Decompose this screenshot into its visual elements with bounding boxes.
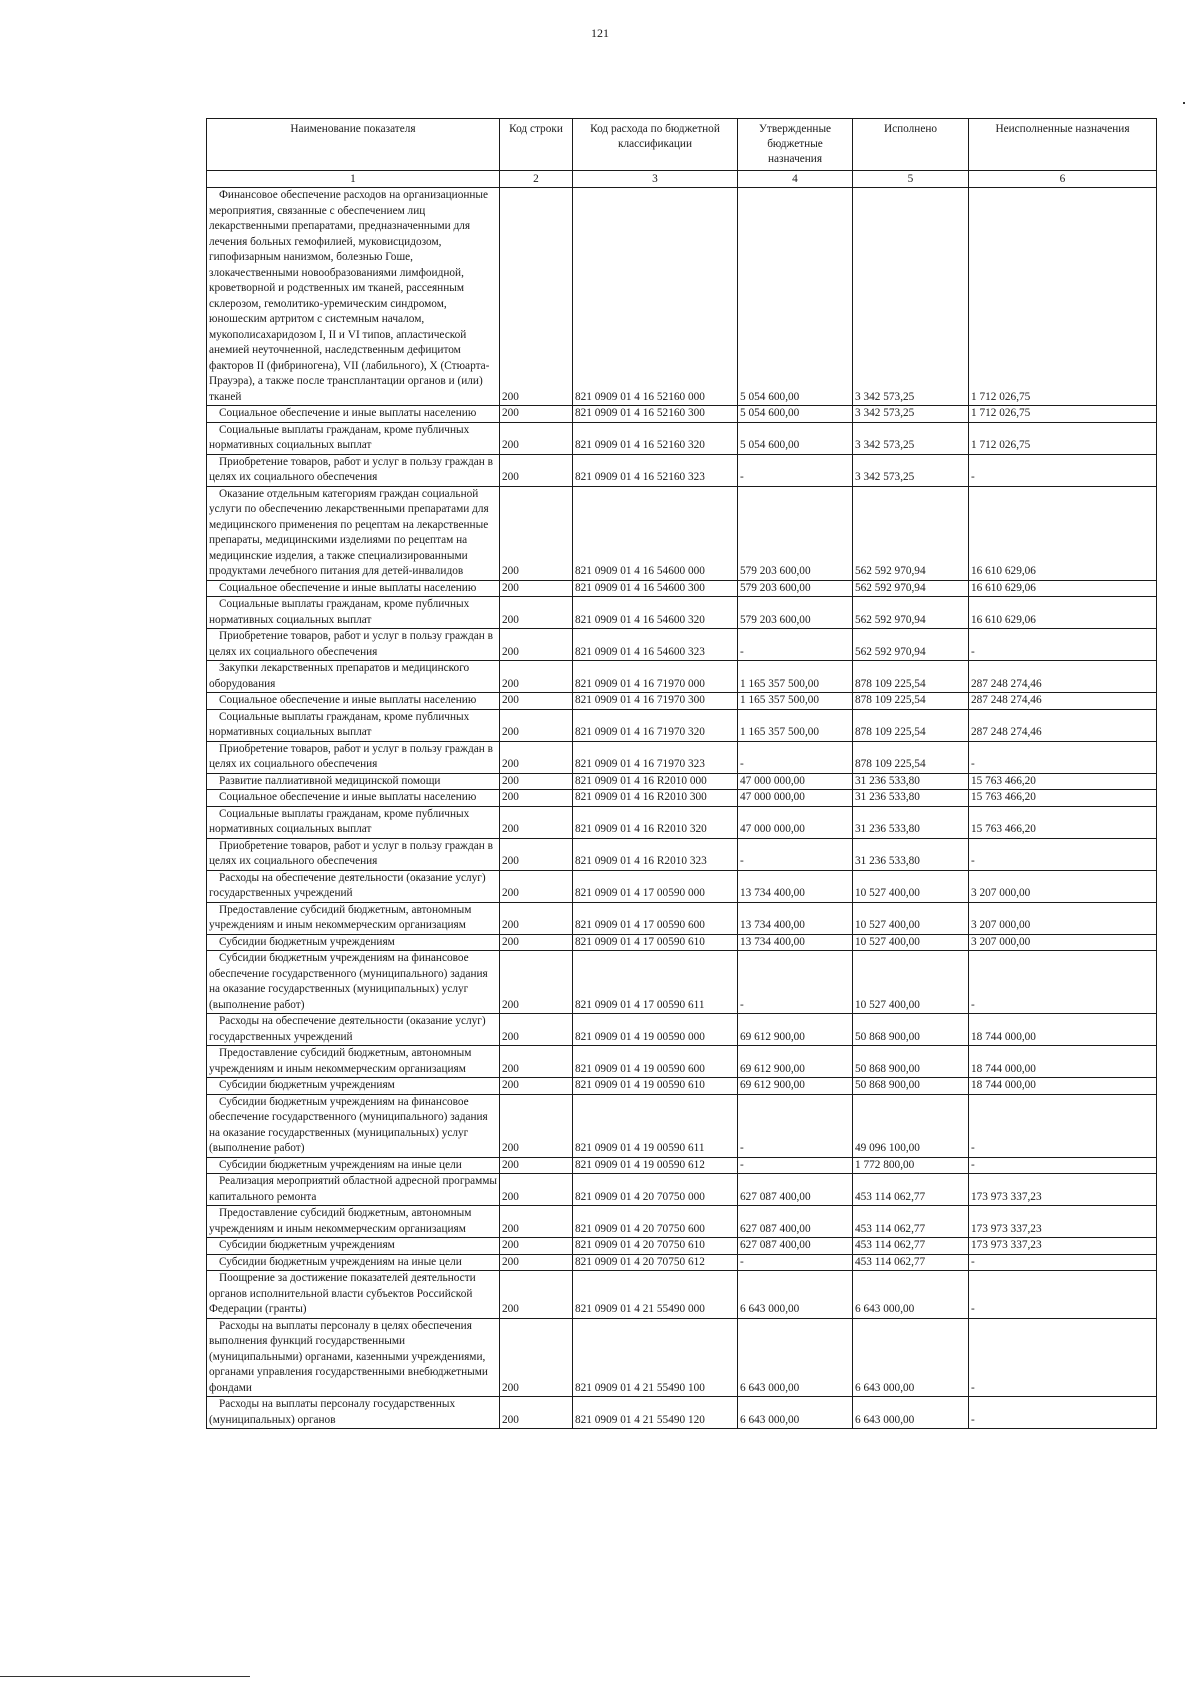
- row-indicator-name-text: Социальное обеспечение и иные выплаты населению: [219, 407, 477, 419]
- row-indicator-name-text: Расходы на обеспечение деятельности (оказание услуг) государственных учреждений: [209, 1015, 486, 1043]
- row-approved-amount: 69 612 900,00: [738, 1014, 853, 1046]
- table-row: [207, 1397, 1157, 1429]
- row-indicator-name: [207, 709, 500, 741]
- row-indicator-name-text: Субсидии бюджетным учреждениям: [219, 1239, 395, 1251]
- row-indicator-name-text: Приобретение товаров, работ и услуг в пользу граждан в целях их социального обеспечения: [209, 742, 493, 770]
- row-executed-amount: 6 643 000,00: [853, 1271, 969, 1319]
- row-executed-amount: 10 527 400,00: [853, 902, 969, 934]
- row-executed-amount: 10 527 400,00: [853, 934, 969, 951]
- row-indicator-name: [207, 1254, 500, 1271]
- row-approved-amount: -: [738, 1254, 853, 1271]
- row-unexecuted-amount: 16 610 629,06: [969, 580, 1157, 597]
- row-budget-classification-code: 821 0909 01 4 19 00590 610: [573, 1078, 738, 1095]
- row-line-code: 200: [500, 838, 573, 870]
- row-executed-amount: 50 868 900,00: [853, 1078, 969, 1095]
- row-line-code: 200: [500, 709, 573, 741]
- row-indicator-name: [207, 1271, 500, 1319]
- row-executed-amount: 3 342 573,25: [853, 406, 969, 423]
- table-row: [207, 486, 1157, 580]
- row-executed-amount: 49 096 100,00: [853, 1094, 969, 1157]
- row-budget-classification-code: 821 0909 01 4 21 55490 120: [573, 1397, 738, 1429]
- row-line-code: 200: [500, 188, 573, 406]
- row-line-code: 200: [500, 1094, 573, 1157]
- budget-execution-table-wrapper: [206, 118, 1156, 1429]
- row-executed-amount: 453 114 062,77: [853, 1254, 969, 1271]
- row-executed-amount: 453 114 062,77: [853, 1174, 969, 1206]
- row-approved-amount: 627 087 400,00: [738, 1238, 853, 1255]
- row-unexecuted-amount: 173 973 337,23: [969, 1174, 1157, 1206]
- row-executed-amount: 878 109 225,54: [853, 709, 969, 741]
- row-unexecuted-amount: 18 744 000,00: [969, 1078, 1157, 1095]
- header-executed: Исполнено: [853, 119, 969, 171]
- row-line-code: 200: [500, 693, 573, 710]
- row-unexecuted-amount: 3 207 000,00: [969, 902, 1157, 934]
- row-line-code: 200: [500, 902, 573, 934]
- row-indicator-name-text: Расходы на выплаты персоналу государственных (муниципальных) органов: [209, 1398, 456, 1426]
- table-row: [207, 422, 1157, 454]
- row-line-code: 200: [500, 806, 573, 838]
- row-indicator-name: [207, 406, 500, 423]
- row-unexecuted-amount: 16 610 629,06: [969, 486, 1157, 580]
- row-unexecuted-amount: 173 973 337,23: [969, 1206, 1157, 1238]
- row-unexecuted-amount: 15 763 466,20: [969, 790, 1157, 807]
- row-indicator-name: [207, 838, 500, 870]
- row-indicator-name-text: Оказание отдельным категориям граждан социальной услуги по обеспечению лекарственными препаратами для медицинского применения по рецептам на лекарственные препараты, медицинскими изделиями по рецептам на медицинские изделия, а также специализированными продуктами лечебного питания для детей-инвалидов: [209, 487, 489, 577]
- column-number-row: [207, 171, 1157, 188]
- table-row: [207, 870, 1157, 902]
- row-budget-classification-code: 821 0909 01 4 16 54600 323: [573, 629, 738, 661]
- row-approved-amount: 5 054 600,00: [738, 406, 853, 423]
- row-line-code: 200: [500, 406, 573, 423]
- row-unexecuted-amount: 18 744 000,00: [969, 1014, 1157, 1046]
- row-line-code: 200: [500, 1174, 573, 1206]
- row-budget-classification-code: 821 0909 01 4 19 00590 611: [573, 1094, 738, 1157]
- row-line-code: 200: [500, 1046, 573, 1078]
- row-executed-amount: 31 236 533,80: [853, 790, 969, 807]
- row-unexecuted-amount: 18 744 000,00: [969, 1046, 1157, 1078]
- row-executed-amount: 453 114 062,77: [853, 1206, 969, 1238]
- row-approved-amount: 13 734 400,00: [738, 902, 853, 934]
- row-indicator-name-text: Субсидии бюджетным учреждениям на иные цели: [219, 1158, 462, 1171]
- row-indicator-name-text: Предоставление субсидий бюджетным, автономным учреждениям и иным некоммерческим организациям: [209, 1207, 472, 1235]
- row-indicator-name-text: Социальные выплаты гражданам, кроме публичных нормативных социальных выплат: [209, 598, 470, 626]
- row-unexecuted-amount: 1 712 026,75: [969, 422, 1157, 454]
- row-budget-classification-code: 821 0909 01 4 19 00590 600: [573, 1046, 738, 1078]
- row-budget-classification-code: 821 0909 01 4 16 52160 323: [573, 454, 738, 486]
- budget-execution-table: [206, 118, 1157, 1429]
- row-executed-amount: 878 109 225,54: [853, 661, 969, 693]
- table-row: [207, 580, 1157, 597]
- scan-edge-line: [0, 1676, 250, 1677]
- row-executed-amount: 3 342 573,25: [853, 454, 969, 486]
- row-executed-amount: 878 109 225,54: [853, 741, 969, 773]
- row-indicator-name: [207, 1174, 500, 1206]
- row-budget-classification-code: 821 0909 01 4 16 R2010 323: [573, 838, 738, 870]
- row-indicator-name: [207, 693, 500, 710]
- row-line-code: 200: [500, 741, 573, 773]
- row-indicator-name-text: Приобретение товаров, работ и услуг в пользу граждан в целях их социального обеспечения: [209, 455, 493, 483]
- row-executed-amount: 1 772 800,00: [853, 1157, 969, 1174]
- row-unexecuted-amount: -: [969, 1157, 1157, 1174]
- row-indicator-name: [207, 1157, 500, 1174]
- row-executed-amount: 3 342 573,25: [853, 422, 969, 454]
- row-unexecuted-amount: 173 973 337,23: [969, 1238, 1157, 1255]
- header-unexecuted-appropriations: Неисполненные назначения: [969, 119, 1157, 171]
- row-approved-amount: 13 734 400,00: [738, 934, 853, 951]
- row-approved-amount: -: [738, 1094, 853, 1157]
- row-budget-classification-code: 821 0909 01 4 20 70750 610: [573, 1238, 738, 1255]
- row-unexecuted-amount: -: [969, 951, 1157, 1014]
- row-line-code: 200: [500, 661, 573, 693]
- row-indicator-name: [207, 661, 500, 693]
- row-indicator-name: [207, 1397, 500, 1429]
- row-budget-classification-code: 821 0909 01 4 17 00590 000: [573, 870, 738, 902]
- table-row: [207, 1238, 1157, 1255]
- row-indicator-name-text: Субсидии бюджетным учреждениям на иные цели: [219, 1255, 462, 1268]
- row-approved-amount: 1 165 357 500,00: [738, 709, 853, 741]
- row-budget-classification-code: 821 0909 01 4 16 71970 000: [573, 661, 738, 693]
- table-row: [207, 806, 1157, 838]
- row-indicator-name-text: Реализация мероприятий областной адресной программы капитального ремонта: [209, 1175, 498, 1203]
- row-executed-amount: 10 527 400,00: [853, 870, 969, 902]
- header-indicator-name: Наименование показателя: [207, 119, 500, 171]
- row-executed-amount: 31 236 533,80: [853, 806, 969, 838]
- row-indicator-name: [207, 580, 500, 597]
- table-row: [207, 1157, 1157, 1174]
- row-executed-amount: 6 643 000,00: [853, 1318, 969, 1397]
- row-executed-amount: 562 592 970,94: [853, 580, 969, 597]
- row-approved-amount: 579 203 600,00: [738, 597, 853, 629]
- row-approved-amount: -: [738, 454, 853, 486]
- row-unexecuted-amount: 3 207 000,00: [969, 934, 1157, 951]
- row-approved-amount: 47 000 000,00: [738, 790, 853, 807]
- table-row: [207, 1014, 1157, 1046]
- row-indicator-name: [207, 902, 500, 934]
- row-line-code: 200: [500, 1318, 573, 1397]
- column-number: 2: [500, 171, 573, 188]
- row-unexecuted-amount: -: [969, 1397, 1157, 1429]
- column-number: 3: [573, 171, 738, 188]
- row-approved-amount: 47 000 000,00: [738, 806, 853, 838]
- row-unexecuted-amount: 1 712 026,75: [969, 188, 1157, 406]
- row-indicator-name-text: Социальное обеспечение и иные выплаты населению: [219, 791, 477, 803]
- row-approved-amount: 69 612 900,00: [738, 1046, 853, 1078]
- row-indicator-name-text: Социальные выплаты гражданам, кроме публичных нормативных социальных выплат: [209, 807, 470, 835]
- row-budget-classification-code: 821 0909 01 4 16 71970 323: [573, 741, 738, 773]
- table-row: [207, 597, 1157, 629]
- row-unexecuted-amount: 287 248 274,46: [969, 693, 1157, 710]
- row-indicator-name-text: Финансовое обеспечение расходов на организационные мероприятия, связанные с обеспечением лиц лекарственными препаратами, предназначенными для лечения больных гемофилией, муковисцидозом, гипофизарным нанизмом, болезнью Гоше, злокачественными новообразованиями лимфоидной, кроветворной и родственных им тканей, рассеянным склерозом, гемолитико-уремическим синдромом, юношеским артритом с системным началом, мукополисахаридозом I, II и VI типов, апластической анемией неуточненной, наследственным дефицитом факторов II (фибриногена), VII (лабильного), X (Стюарта-Прауэра), а также после трансплантации органов и (или) тканей: [209, 189, 490, 403]
- row-indicator-name: [207, 1046, 500, 1078]
- scan-mark: [1183, 102, 1185, 104]
- row-approved-amount: 1 165 357 500,00: [738, 693, 853, 710]
- table-row: [207, 406, 1157, 423]
- table-row: [207, 1254, 1157, 1271]
- row-executed-amount: 50 868 900,00: [853, 1046, 969, 1078]
- row-indicator-name-text: Социальное обеспечение и иные выплаты населению: [219, 694, 477, 706]
- column-number: 1: [207, 171, 500, 188]
- row-unexecuted-amount: -: [969, 454, 1157, 486]
- row-indicator-name-text: Социальные выплаты гражданам, кроме публичных нормативных социальных выплат: [209, 423, 470, 451]
- row-indicator-name-text: Субсидии бюджетным учреждениям на финансовое обеспечение государственного (муниципального) задания на оказание государственных (муниципальных) услуг (выполнение работ): [209, 952, 488, 1011]
- row-indicator-name: [207, 1094, 500, 1157]
- row-indicator-name: [207, 741, 500, 773]
- row-executed-amount: 878 109 225,54: [853, 693, 969, 710]
- row-executed-amount: 562 592 970,94: [853, 629, 969, 661]
- row-approved-amount: -: [738, 838, 853, 870]
- row-budget-classification-code: 821 0909 01 4 21 55490 100: [573, 1318, 738, 1397]
- table-row: [207, 838, 1157, 870]
- row-unexecuted-amount: -: [969, 838, 1157, 870]
- row-budget-classification-code: 821 0909 01 4 16 R2010 320: [573, 806, 738, 838]
- row-indicator-name-text: Предоставление субсидий бюджетным, автономным учреждениям и иным некоммерческим организациям: [209, 903, 472, 931]
- table-row: [207, 951, 1157, 1014]
- row-budget-classification-code: 821 0909 01 4 21 55490 000: [573, 1271, 738, 1319]
- table-row: [207, 454, 1157, 486]
- table-row: [207, 1094, 1157, 1157]
- row-budget-classification-code: 821 0909 01 4 16 54600 000: [573, 486, 738, 580]
- table-row: [207, 1046, 1157, 1078]
- row-indicator-name: [207, 1318, 500, 1397]
- row-indicator-name: [207, 1238, 500, 1255]
- column-number: 4: [738, 171, 853, 188]
- row-indicator-name-text: Развитие паллиативной медицинской помощи: [219, 774, 441, 787]
- row-executed-amount: 562 592 970,94: [853, 486, 969, 580]
- row-indicator-name: [207, 1206, 500, 1238]
- row-indicator-name-text: Социальное обеспечение и иные выплаты населению: [219, 581, 477, 594]
- row-indicator-name: [207, 188, 500, 406]
- row-approved-amount: 6 643 000,00: [738, 1397, 853, 1429]
- row-unexecuted-amount: 3 207 000,00: [969, 870, 1157, 902]
- table-row: [207, 934, 1157, 951]
- page-number: 121: [591, 26, 609, 40]
- row-approved-amount: -: [738, 629, 853, 661]
- row-unexecuted-amount: -: [969, 629, 1157, 661]
- row-budget-classification-code: 821 0909 01 4 16 52160 000: [573, 188, 738, 406]
- row-indicator-name: [207, 773, 500, 790]
- row-unexecuted-amount: -: [969, 1271, 1157, 1319]
- row-executed-amount: 10 527 400,00: [853, 951, 969, 1014]
- row-unexecuted-amount: 16 610 629,06: [969, 597, 1157, 629]
- column-number: 6: [969, 171, 1157, 188]
- row-indicator-name-text: Субсидии бюджетным учреждениям: [219, 1079, 395, 1091]
- row-indicator-name-text: Субсидии бюджетным учреждениям: [219, 935, 395, 948]
- row-line-code: 200: [500, 629, 573, 661]
- row-approved-amount: 47 000 000,00: [738, 773, 853, 790]
- row-budget-classification-code: 821 0909 01 4 16 R2010 000: [573, 773, 738, 790]
- row-line-code: 200: [500, 1271, 573, 1319]
- row-indicator-name: [207, 870, 500, 902]
- table-row: [207, 1271, 1157, 1319]
- row-approved-amount: 1 165 357 500,00: [738, 661, 853, 693]
- row-budget-classification-code: 821 0909 01 4 19 00590 000: [573, 1014, 738, 1046]
- table-header: [207, 119, 1157, 188]
- table-row: [207, 661, 1157, 693]
- row-budget-classification-code: 821 0909 01 4 16 71970 320: [573, 709, 738, 741]
- row-approved-amount: 5 054 600,00: [738, 422, 853, 454]
- row-indicator-name: [207, 951, 500, 1014]
- row-line-code: 200: [500, 1014, 573, 1046]
- row-budget-classification-code: 821 0909 01 4 16 52160 320: [573, 422, 738, 454]
- row-budget-classification-code: 821 0909 01 4 20 70750 000: [573, 1174, 738, 1206]
- row-budget-classification-code: 821 0909 01 4 16 71970 300: [573, 693, 738, 710]
- row-line-code: 200: [500, 1254, 573, 1271]
- row-indicator-name: [207, 454, 500, 486]
- row-approved-amount: 69 612 900,00: [738, 1078, 853, 1095]
- row-indicator-name: [207, 806, 500, 838]
- table-row: [207, 741, 1157, 773]
- row-unexecuted-amount: 1 712 026,75: [969, 406, 1157, 423]
- row-indicator-name-text: Поощрение за достижение показателей деятельности органов исполнительной власти субъектов Российской Федерации (гранты): [209, 1272, 476, 1315]
- row-indicator-name-text: Закупки лекарственных препаратов и медицинского оборудования: [209, 662, 470, 690]
- row-indicator-name-text: Расходы на выплаты персоналу в целях обеспечения выполнения функций государственными (муниципальными) органами, казенными учреждениями, органами управления государственными внебюджетными фондами: [209, 1319, 488, 1394]
- row-unexecuted-amount: 287 248 274,46: [969, 661, 1157, 693]
- table-row: [207, 1174, 1157, 1206]
- row-approved-amount: 5 054 600,00: [738, 188, 853, 406]
- row-line-code: 200: [500, 422, 573, 454]
- row-approved-amount: -: [738, 1157, 853, 1174]
- header-line-code: Код строки: [500, 119, 573, 171]
- row-indicator-name: [207, 1014, 500, 1046]
- row-budget-classification-code: 821 0909 01 4 20 70750 612: [573, 1254, 738, 1271]
- row-line-code: 200: [500, 870, 573, 902]
- row-indicator-name: [207, 486, 500, 580]
- row-indicator-name-text: Приобретение товаров, работ и услуг в пользу граждан в целях их социального обеспечения: [209, 839, 493, 867]
- row-budget-classification-code: 821 0909 01 4 17 00590 611: [573, 951, 738, 1014]
- row-indicator-name: [207, 790, 500, 807]
- row-line-code: 200: [500, 934, 573, 951]
- row-indicator-name: [207, 629, 500, 661]
- row-unexecuted-amount: 15 763 466,20: [969, 773, 1157, 790]
- table-row: [207, 773, 1157, 790]
- row-budget-classification-code: 821 0909 01 4 17 00590 610: [573, 934, 738, 951]
- row-line-code: 200: [500, 580, 573, 597]
- row-indicator-name: [207, 422, 500, 454]
- row-line-code: 200: [500, 454, 573, 486]
- row-unexecuted-amount: -: [969, 741, 1157, 773]
- row-line-code: 200: [500, 1238, 573, 1255]
- table-row: [207, 790, 1157, 807]
- row-line-code: 200: [500, 1157, 573, 1174]
- row-approved-amount: 627 087 400,00: [738, 1206, 853, 1238]
- row-indicator-name-text: Расходы на обеспечение деятельности (оказание услуг) государственных учреждений: [209, 871, 486, 899]
- row-unexecuted-amount: 15 763 466,20: [969, 806, 1157, 838]
- header-budget-classification-code: Код расхода по бюджетной классификации: [573, 119, 738, 171]
- header-row: [207, 119, 1157, 171]
- row-indicator-name: [207, 934, 500, 951]
- row-approved-amount: 6 643 000,00: [738, 1318, 853, 1397]
- row-executed-amount: 50 868 900,00: [853, 1014, 969, 1046]
- row-unexecuted-amount: 287 248 274,46: [969, 709, 1157, 741]
- row-approved-amount: -: [738, 741, 853, 773]
- row-line-code: 200: [500, 1078, 573, 1095]
- table-row: [207, 1318, 1157, 1397]
- row-line-code: 200: [500, 597, 573, 629]
- row-budget-classification-code: 821 0909 01 4 19 00590 612: [573, 1157, 738, 1174]
- row-unexecuted-amount: -: [969, 1318, 1157, 1397]
- row-budget-classification-code: 821 0909 01 4 17 00590 600: [573, 902, 738, 934]
- row-approved-amount: 579 203 600,00: [738, 486, 853, 580]
- row-line-code: 200: [500, 951, 573, 1014]
- row-line-code: 200: [500, 486, 573, 580]
- row-indicator-name-text: Социальные выплаты гражданам, кроме публичных нормативных социальных выплат: [209, 710, 470, 738]
- row-indicator-name-text: Предоставление субсидий бюджетным, автономным учреждениям и иным некоммерческим организациям: [209, 1047, 472, 1075]
- row-line-code: 200: [500, 773, 573, 790]
- row-approved-amount: 627 087 400,00: [738, 1174, 853, 1206]
- row-line-code: 200: [500, 790, 573, 807]
- row-budget-classification-code: 821 0909 01 4 16 R2010 300: [573, 790, 738, 807]
- table-row: [207, 693, 1157, 710]
- row-budget-classification-code: 821 0909 01 4 16 54600 320: [573, 597, 738, 629]
- row-approved-amount: -: [738, 951, 853, 1014]
- row-indicator-name: [207, 597, 500, 629]
- column-number: 5: [853, 171, 969, 188]
- row-approved-amount: 579 203 600,00: [738, 580, 853, 597]
- row-budget-classification-code: 821 0909 01 4 16 52160 300: [573, 406, 738, 423]
- row-indicator-name-text: Приобретение товаров, работ и услуг в пользу граждан в целях их социального обеспечения: [209, 630, 493, 658]
- table-row: [207, 629, 1157, 661]
- row-line-code: 200: [500, 1206, 573, 1238]
- row-executed-amount: 6 643 000,00: [853, 1397, 969, 1429]
- row-executed-amount: 453 114 062,77: [853, 1238, 969, 1255]
- row-executed-amount: 31 236 533,80: [853, 838, 969, 870]
- table-row: [207, 1078, 1157, 1095]
- table-body: [207, 188, 1157, 1429]
- row-unexecuted-amount: -: [969, 1094, 1157, 1157]
- row-budget-classification-code: 821 0909 01 4 16 54600 300: [573, 580, 738, 597]
- row-budget-classification-code: 821 0909 01 4 20 70750 600: [573, 1206, 738, 1238]
- row-indicator-name: [207, 1078, 500, 1095]
- row-line-code: 200: [500, 1397, 573, 1429]
- table-row: [207, 709, 1157, 741]
- row-executed-amount: 562 592 970,94: [853, 597, 969, 629]
- row-approved-amount: 13 734 400,00: [738, 870, 853, 902]
- table-row: [207, 188, 1157, 406]
- table-row: [207, 902, 1157, 934]
- row-executed-amount: 31 236 533,80: [853, 773, 969, 790]
- row-approved-amount: 6 643 000,00: [738, 1271, 853, 1319]
- row-unexecuted-amount: -: [969, 1254, 1157, 1271]
- row-executed-amount: 3 342 573,25: [853, 188, 969, 406]
- row-indicator-name-text: Субсидии бюджетным учреждениям на финансовое обеспечение государственного (муниципального) задания на оказание государственных (муниципальных) услуг (выполнение работ): [209, 1095, 488, 1154]
- table-row: [207, 1206, 1157, 1238]
- header-approved-appropriations: Утвержденные бюджетные назначения: [738, 119, 853, 171]
